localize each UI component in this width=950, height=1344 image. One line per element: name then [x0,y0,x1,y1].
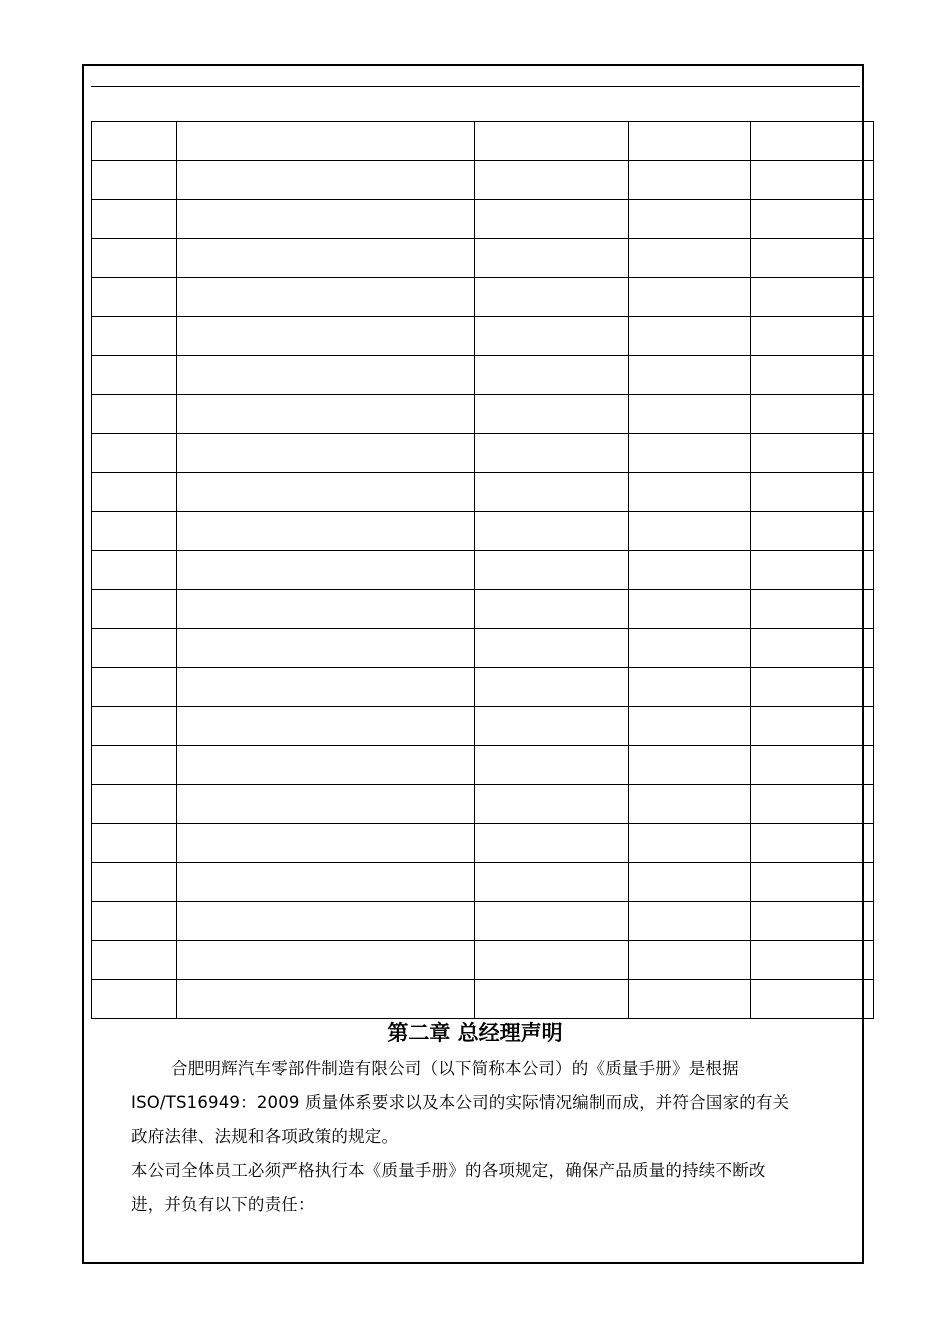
table-cell [177,239,475,278]
table-cell [92,473,177,512]
table-cell [475,668,629,707]
table-cell [475,200,629,239]
table-cell [177,551,475,590]
table-cell [751,980,874,1019]
table-cell [177,785,475,824]
table-cell [751,278,874,317]
table-cell [475,356,629,395]
table-row [92,434,874,473]
table-cell [629,941,751,980]
table-row [92,395,874,434]
table-cell [629,668,751,707]
table-cell [629,278,751,317]
table-row [92,941,874,980]
table-cell [475,434,629,473]
table-cell [751,161,874,200]
table-row [92,278,874,317]
table-row [92,629,874,668]
table-cell [629,395,751,434]
table-cell [629,473,751,512]
table-cell [92,824,177,863]
table-row [92,512,874,551]
table-cell [629,356,751,395]
table-cell [751,785,874,824]
table-cell [92,668,177,707]
table-cell [177,590,475,629]
table-cell [92,200,177,239]
table-cell [629,785,751,824]
table-cell [475,590,629,629]
revision-record-table [91,121,874,1019]
table-cell [751,239,874,278]
table-cell [177,356,475,395]
table-cell [177,473,475,512]
statement-line: 合肥明辉汽车零部件制造有限公司（以下简称本公司）的《质量手册》是根据 [171,1059,739,1078]
table-cell [177,902,475,941]
table-cell [92,629,177,668]
table-cell [92,863,177,902]
header-rule [91,86,860,87]
table-cell [751,902,874,941]
table-cell [177,200,475,239]
table-cell [92,122,177,161]
statement-paragraph-1 [131,1052,861,1154]
table-cell [92,707,177,746]
table-row [92,356,874,395]
table-cell [177,161,475,200]
table-cell [751,746,874,785]
table-cell [629,629,751,668]
table-cell [475,785,629,824]
table-row [92,980,874,1019]
statement-line: 本公司全体员工必须严格执行本《质量手册》的各项规定，确保产品质量的持续不断改 [131,1161,766,1180]
table-cell [177,707,475,746]
table-row [92,707,874,746]
table-row [92,239,874,278]
table-cell [177,629,475,668]
table-cell [751,200,874,239]
table-row [92,668,874,707]
table-cell [751,473,874,512]
table-row [92,317,874,356]
table-cell [92,512,177,551]
table-cell [177,824,475,863]
table-cell [177,122,475,161]
table-cell [751,590,874,629]
table-cell [629,434,751,473]
table-cell [629,239,751,278]
table-row [92,551,874,590]
table-row [92,863,874,902]
table-cell [629,980,751,1019]
table-cell [92,161,177,200]
table-cell [475,746,629,785]
table-cell [751,629,874,668]
table-cell [92,785,177,824]
table-cell [475,395,629,434]
table-cell [629,746,751,785]
table-cell [475,629,629,668]
table-cell [177,863,475,902]
table-cell [475,551,629,590]
table-cell [751,551,874,590]
statement-line: 政府法律、法规和各项政策的规定。 [131,1127,399,1146]
statement-line: ISO/TS16949：2009 质量体系要求以及本公司的实际情况编制而成，并符合国家的有关 [131,1093,790,1112]
table-row [92,590,874,629]
table-cell [177,668,475,707]
table-cell [475,902,629,941]
table-cell [92,317,177,356]
table-row [92,161,874,200]
table-cell [629,551,751,590]
table-cell [92,902,177,941]
table-cell [92,941,177,980]
table-cell [92,590,177,629]
table-cell [751,356,874,395]
table-cell [751,317,874,356]
statement-paragraph-2 [131,1154,861,1222]
table-cell [629,317,751,356]
table-cell [92,356,177,395]
table-cell [475,317,629,356]
table-cell [751,863,874,902]
table-cell [475,941,629,980]
table-cell [751,941,874,980]
table-row [92,824,874,863]
table-cell [475,512,629,551]
chapter-title: 第二章 总经理声明 [387,1021,563,1045]
table-cell [177,746,475,785]
table-cell [475,707,629,746]
table-cell [751,824,874,863]
table-cell [629,200,751,239]
table-cell [92,434,177,473]
table-row [92,200,874,239]
table-cell [177,512,475,551]
statement-line: 进，并负有以下的责任： [131,1195,315,1214]
table-cell [177,434,475,473]
table-cell [475,863,629,902]
table-cell [751,395,874,434]
table-cell [475,824,629,863]
table-cell [751,512,874,551]
table-cell [92,239,177,278]
table-cell [475,980,629,1019]
table-cell [629,122,751,161]
table-cell [92,746,177,785]
table-cell [177,317,475,356]
table-cell [177,941,475,980]
table-cell [629,902,751,941]
table-cell [92,278,177,317]
table-cell [629,590,751,629]
table-cell [629,707,751,746]
table-cell [629,863,751,902]
table-cell [475,473,629,512]
table-cell [92,395,177,434]
table-cell [475,278,629,317]
table-cell [475,122,629,161]
table-row [92,746,874,785]
table-cell [475,239,629,278]
table-row [92,785,874,824]
table-cell [92,980,177,1019]
revision-table-body [92,122,874,1019]
table-cell [751,707,874,746]
table-row [92,902,874,941]
table-cell [629,824,751,863]
table-row [92,473,874,512]
table-cell [629,512,751,551]
table-cell [751,668,874,707]
table-cell [751,122,874,161]
table-cell [177,278,475,317]
table-cell [475,161,629,200]
table-cell [92,551,177,590]
table-cell [751,434,874,473]
table-cell [629,161,751,200]
table-cell [177,980,475,1019]
table-row [92,122,874,161]
table-cell [177,395,475,434]
